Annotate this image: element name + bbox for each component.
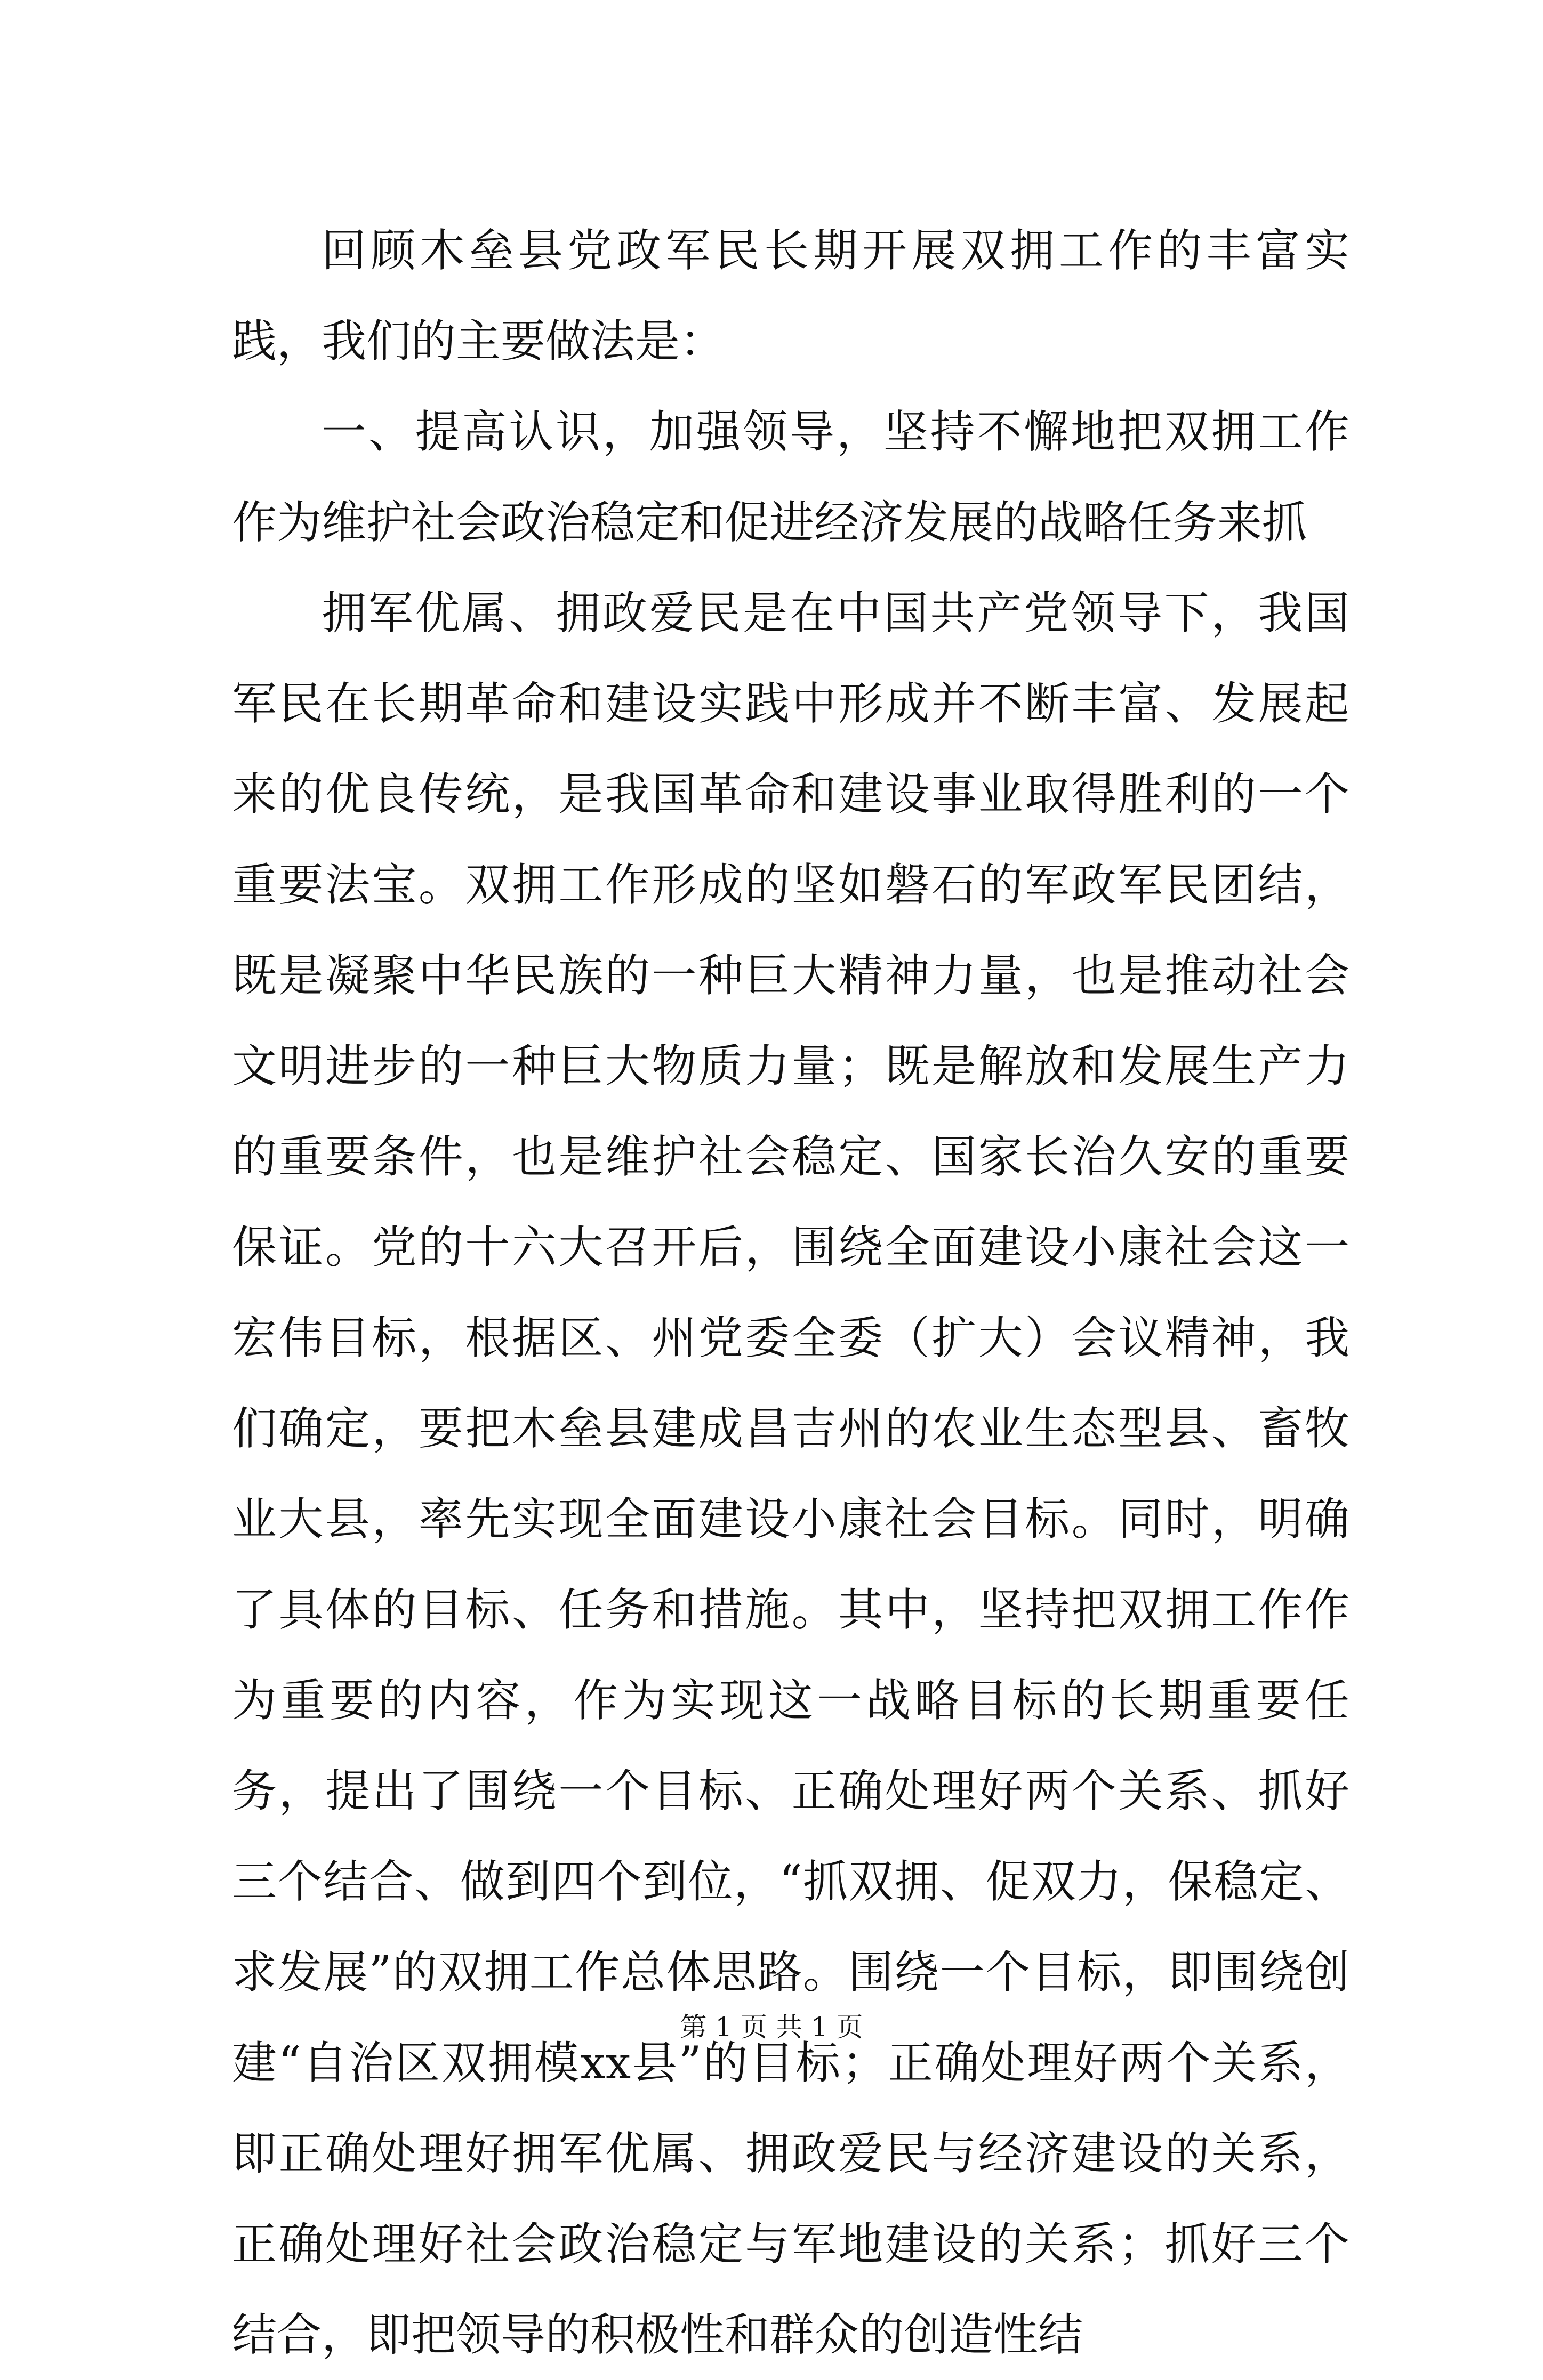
paragraph-body: 拥军优属、拥政爱民是在中国共产党领导下，我国军民在长期革命和建设实践中形成并不断丰富、发展起来的优良传统，是我国革命和建设事业取得胜利的一个重要法宝。双拥工作形成的坚如磐石的军政军民团结，既是凝聚中华民族的一种巨大精神力量，也是推动社会文明进步的一种巨大物质力量；既是解放和发展生产力的重要条件，也是维护社会稳定、国家长治久安的重要保证。党的十六大召开后，围绕全面建设小康社会这一宏伟目标，根据区、州党委全委（扩大）会议精神，我们确定，要把木垒县建成昌吉州的农业生态型县、畜牧业大县，率先实现全面建设小康社会目标。同时，明确了具体的目标、任务和措施。其中，坚持把双拥工作作为重要的内容，作为实现这一战略目标的长期重要任务，提出了围绕一个目标、正确处理好两个关系、抓好三个结合、做到四个到位，“抓双拥、促双力，保稳定、求发展”的双拥工作总体思路。围绕一个目标，即围绕创建“自治区双拥模xx县”的目标；正确处理好两个关系，即正确处理好拥军优属、拥政爱民与经济建设的关系，正确处理好社会政治稳定与军地建设的关系；抓好三个结合，即把领导的积极性和群众的创造性结 (232, 587, 1349, 2361)
document-body (232, 205, 1349, 2380)
page-footer: 第 1 页 共 1 页 (680, 2012, 863, 2043)
paragraph-intro: 回顾木垒县党政军民长期开展双拥工作的丰富实践，我们的主要做法是： (232, 224, 1349, 367)
paragraph-heading-one: 一、提高认识，加强领导，坚持不懈地把双拥工作作为维护社会政治稳定和促进经济发展的战略任务来抓 (232, 406, 1349, 548)
